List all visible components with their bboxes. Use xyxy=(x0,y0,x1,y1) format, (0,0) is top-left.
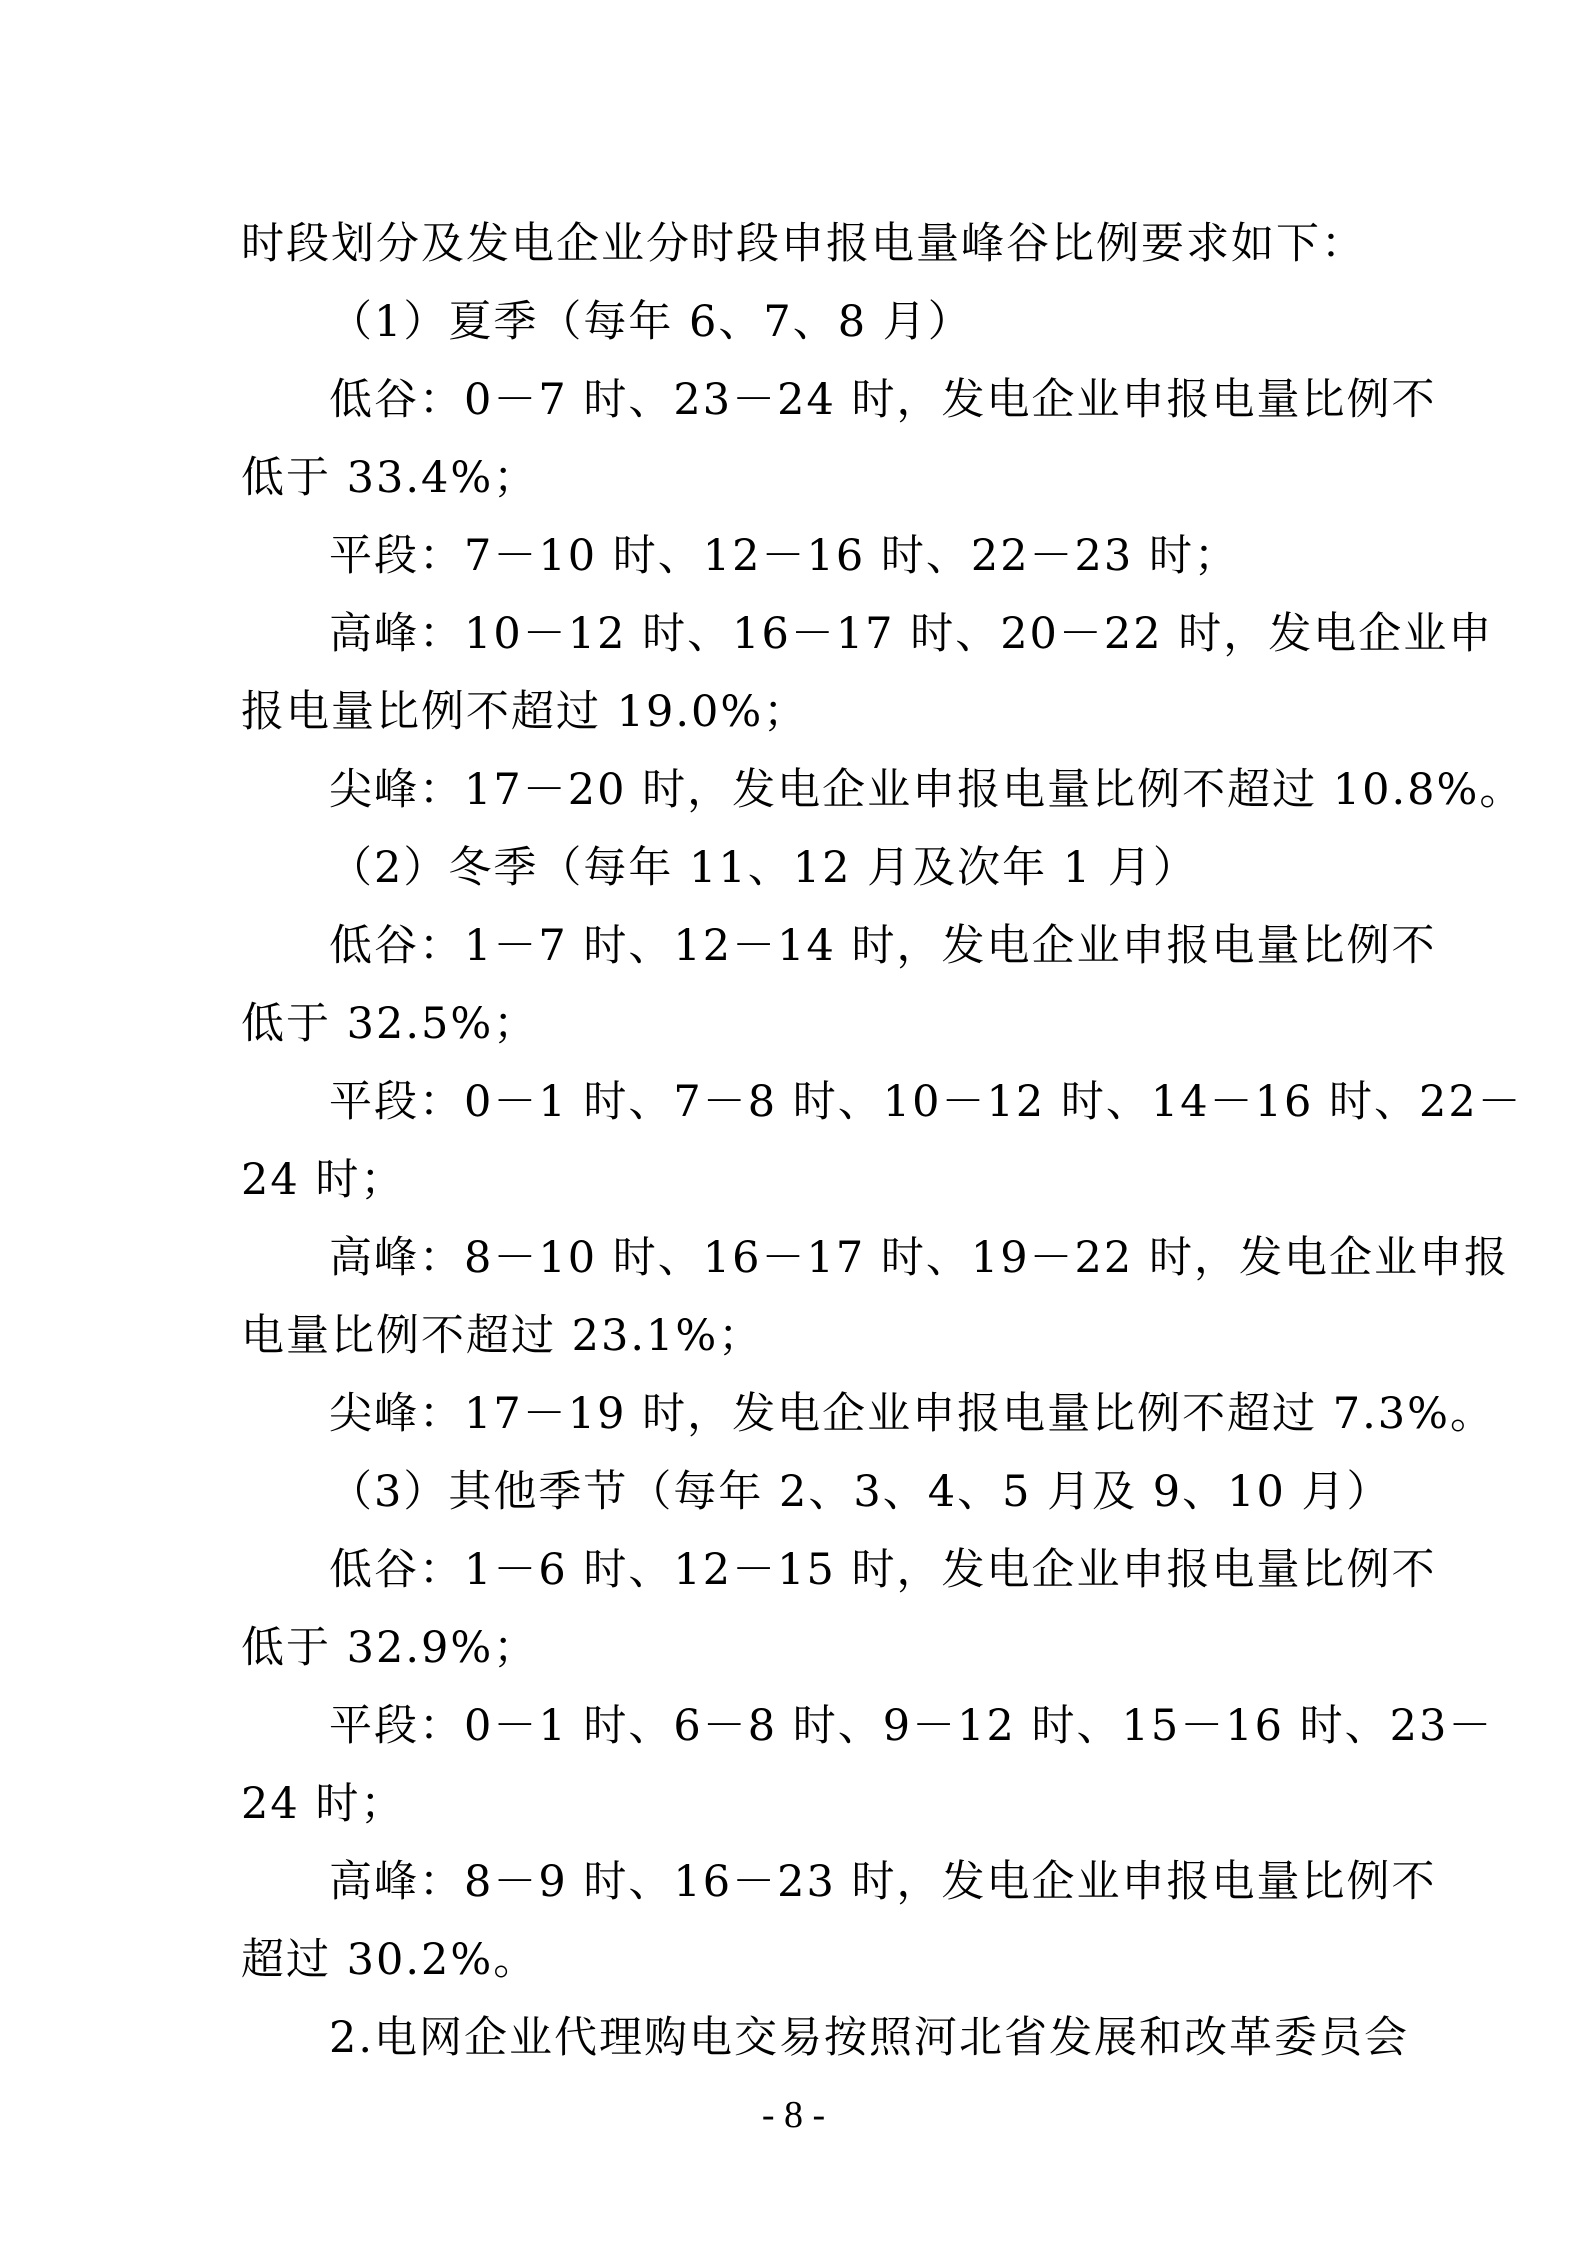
text-line: 时段划分及发电企业分时段申报电量峰谷比例要求如下： xyxy=(241,219,1366,269)
text-line: 2.电网企业代理购电交易按照河北省发展和改革委员会 xyxy=(329,2013,1410,2063)
text-line: 高峰：10－12 时、16－17 时、20－22 时，发电企业申 xyxy=(329,609,1494,659)
page-number: - 8 - xyxy=(761,2094,826,2136)
section-heading-other-seasons: （3）其他季节（每年 2、3、4、5 月及 9、10 月） xyxy=(329,1467,1392,1517)
text-line: 电量比例不超过 23.1%； xyxy=(241,1311,764,1361)
section-heading-summer: （1）夏季（每年 6、7、8 月） xyxy=(329,297,973,347)
text-line: 低谷：1－6 时、12－15 时，发电企业申报电量比例不 xyxy=(329,1545,1437,1595)
text-line: 超过 30.2%。 xyxy=(241,1935,539,1985)
text-line: 平段：0－1 时、7－8 时、10－12 时、14－16 时、22－ xyxy=(329,1077,1523,1127)
text-line: 平段：0－1 时、6－8 时、9－12 时、15－16 时、23－ xyxy=(329,1701,1494,1751)
text-line: 低于 32.9%； xyxy=(241,1623,539,1673)
text-line: 高峰：8－10 时、16－17 时、19－22 时，发电企业申报 xyxy=(329,1233,1509,1283)
text-line: 低于 33.4%； xyxy=(241,453,539,503)
section-heading-winter: （2）冬季（每年 11、12 月及次年 1 月） xyxy=(329,843,1198,893)
text-line: 24 时； xyxy=(241,1155,406,1205)
text-line: 低谷：1－7 时、12－14 时，发电企业申报电量比例不 xyxy=(329,921,1437,971)
text-line: 高峰：8－9 时、16－23 时，发电企业申报电量比例不 xyxy=(329,1857,1437,1907)
text-line: 低于 32.5%； xyxy=(241,999,539,1049)
text-line: 24 时； xyxy=(241,1779,406,1829)
text-line: 平段：7－10 时、12－16 时、22－23 时； xyxy=(329,531,1239,581)
text-line: 尖峰：17－19 时，发电企业申报电量比例不超过 7.3%。 xyxy=(329,1389,1496,1439)
text-line: 低谷：0－7 时、23－24 时，发电企业申报电量比例不 xyxy=(329,375,1437,425)
text-line: 报电量比例不超过 19.0%； xyxy=(241,687,809,737)
text-line: 尖峰：17－20 时，发电企业申报电量比例不超过 10.8%。 xyxy=(329,765,1525,815)
